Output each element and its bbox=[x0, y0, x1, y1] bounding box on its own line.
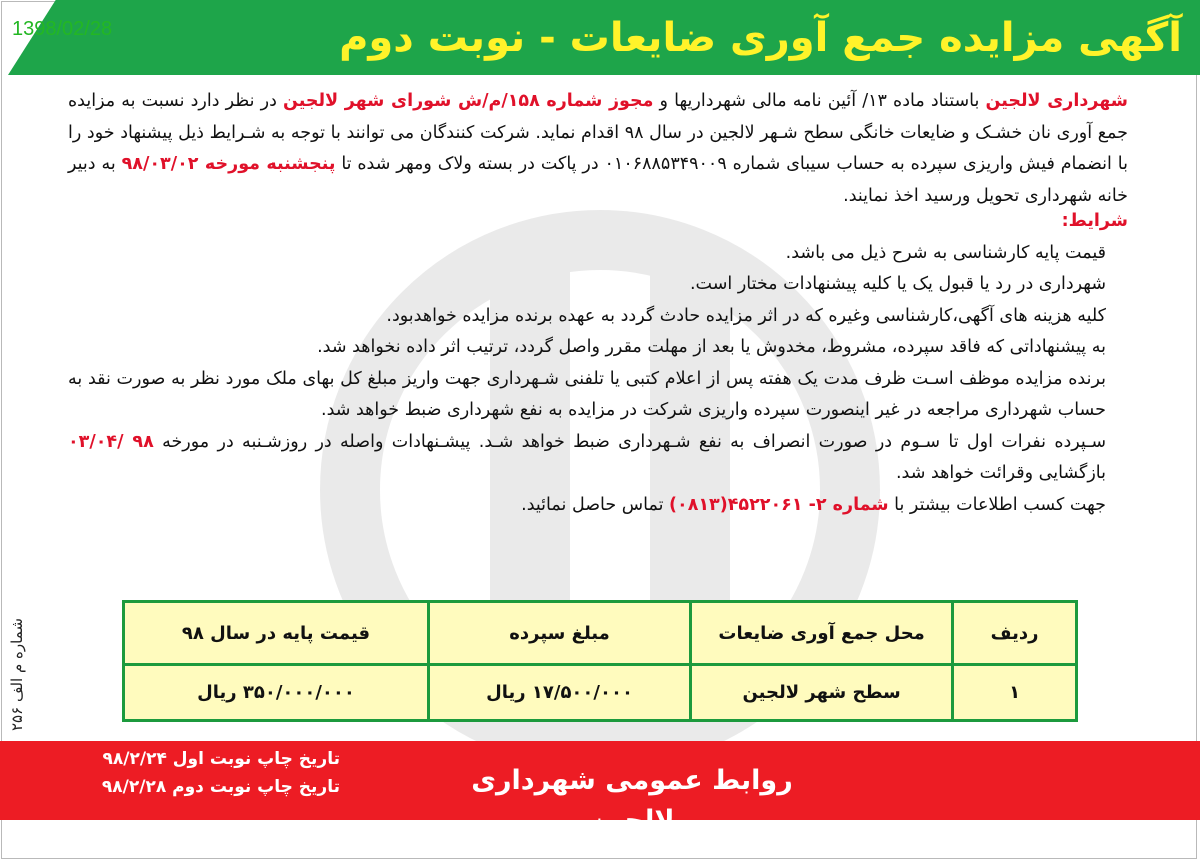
condition-5: برنده مزایده موظف اسـت ظرف مدت یک هفته پس از اعلام کتبی یا تلفنی شـهرداری جهت واریز مبلغ کل بهای ملک مورد نظر به صورت نقد به حساب شهرداری مراجعه در غیر اینصورت سپرده واریزی شرکت در مزایده به نفع شهرداری ضبط خواهد شد. bbox=[68, 368, 1106, 420]
date-stamp: 1398/02/28 bbox=[12, 18, 113, 40]
condition-6-text-1: سـپرده نفرات اول تا سـوم در صورت انصراف به نفع شـهرداری ضبط خواهد شـد. پیشـنهادات واصله در روزشـنبه در مورخه bbox=[153, 431, 1107, 452]
header-base-price: قیمت پایه در سال ۹۸ bbox=[124, 602, 429, 665]
table-row bbox=[124, 665, 1077, 721]
contact-phone: شماره ۲- ۴۵۲۲۰۶۱(۰۸۱۳) bbox=[669, 494, 889, 515]
condition-7-text-1: جهت کسب اطلاعات بیشتر با bbox=[888, 494, 1106, 515]
conditions-title: شرایط: bbox=[1061, 211, 1128, 231]
announcement-body bbox=[68, 86, 1128, 521]
first-print-date: تاریخ چاپ نوبت اول ۹۸/۲/۲۴ bbox=[102, 749, 340, 769]
cell-base-price: ۳۵۰/۰۰۰/۰۰۰ ریال bbox=[124, 665, 429, 721]
auction-table bbox=[122, 600, 1078, 722]
footer-dates bbox=[70, 745, 340, 801]
header-row-number: ردیف bbox=[953, 602, 1077, 665]
conditions-list bbox=[68, 238, 1128, 522]
opening-date: ۹۸ /۰۳/۰۴ bbox=[68, 431, 154, 452]
intro-text-1: باستناد ماده ۱۳/ آئین نامه مالی شهرداریها و bbox=[653, 91, 986, 111]
condition-7-text-2: تماس حاصل نمائید. bbox=[521, 494, 670, 515]
side-ad-number: شماره م الف ۲۵۶ bbox=[8, 618, 26, 732]
municipality-name: شهرداری لالجین bbox=[985, 91, 1128, 111]
cell-location: سطح شهر لالجین bbox=[691, 665, 953, 721]
condition-2: شهرداری در رد یا قبول یک یا کلیه پیشنهادات مختار است. bbox=[689, 274, 1106, 294]
condition-3: کلیه هزینه های آگهی،کارشناسی وغیره که در اثر مزایده حادث گردد به عهده برنده مزایده خواهدبود. bbox=[386, 305, 1106, 326]
header-deposit: مبلغ سپرده bbox=[429, 602, 691, 665]
cell-row-number: ۱ bbox=[953, 665, 1077, 721]
deadline-date: پنجشنبه مورخه ۹۸/۰۳/۰۲ bbox=[121, 154, 336, 174]
intro-text-3: به دبیر خانه شهرداری تحویل ورسید اخذ نمایند. bbox=[68, 154, 1128, 206]
table-header-row bbox=[124, 602, 1077, 665]
condition-6 bbox=[68, 427, 1128, 490]
header-title: آگهی مزایده جمع آوری ضایعات - نوبت دوم bbox=[339, 15, 1182, 61]
condition-1: قیمت پایه کارشناسی به شرح ذیل می باشد. bbox=[785, 242, 1106, 263]
second-print-date: تاریخ چاپ نوبت دوم ۹۸/۲/۲۸ bbox=[101, 777, 340, 797]
cell-deposit: ۱۷/۵۰۰/۰۰۰ ریال bbox=[429, 665, 691, 721]
condition-7 bbox=[68, 490, 1128, 522]
header-location: محل جمع آوری ضایعات bbox=[691, 602, 953, 665]
condition-6-text-2: بازگشایی وقرائت خواهد شد. bbox=[895, 463, 1106, 483]
footer-title: روابط عمومی شهرداری لالجین bbox=[471, 765, 793, 836]
intro-paragraph bbox=[68, 86, 1128, 212]
condition-4: به پیشنهاداتی که فاقد سپرده، مشروط، مخدوش یا بعد از مهلت مقرر واصل گردد، ترتیب اثر داده نخواهد شد. bbox=[317, 337, 1106, 357]
intro-text-2: در نظر دارد نسبت به مزایده جمع آوری نان خشـک و ضایعات خانگی سطح شـهر لالجین در سال ۹۸ اقدام نماید. شرکت کنندگان می توانند با توجه به شـرایط ذیل پیشنهاد خود را با انضمام فیش واریزی سپرده به حساب سیبای شماره ۰۱۰۶۸۸۵۳۴۹۰۰۹ در پاکت در بسته ولاک ومهر شده تا bbox=[68, 91, 1128, 174]
permit-number: مجوز شماره ۱۵۸/م/ش شورای شهر لالجین bbox=[283, 91, 654, 111]
